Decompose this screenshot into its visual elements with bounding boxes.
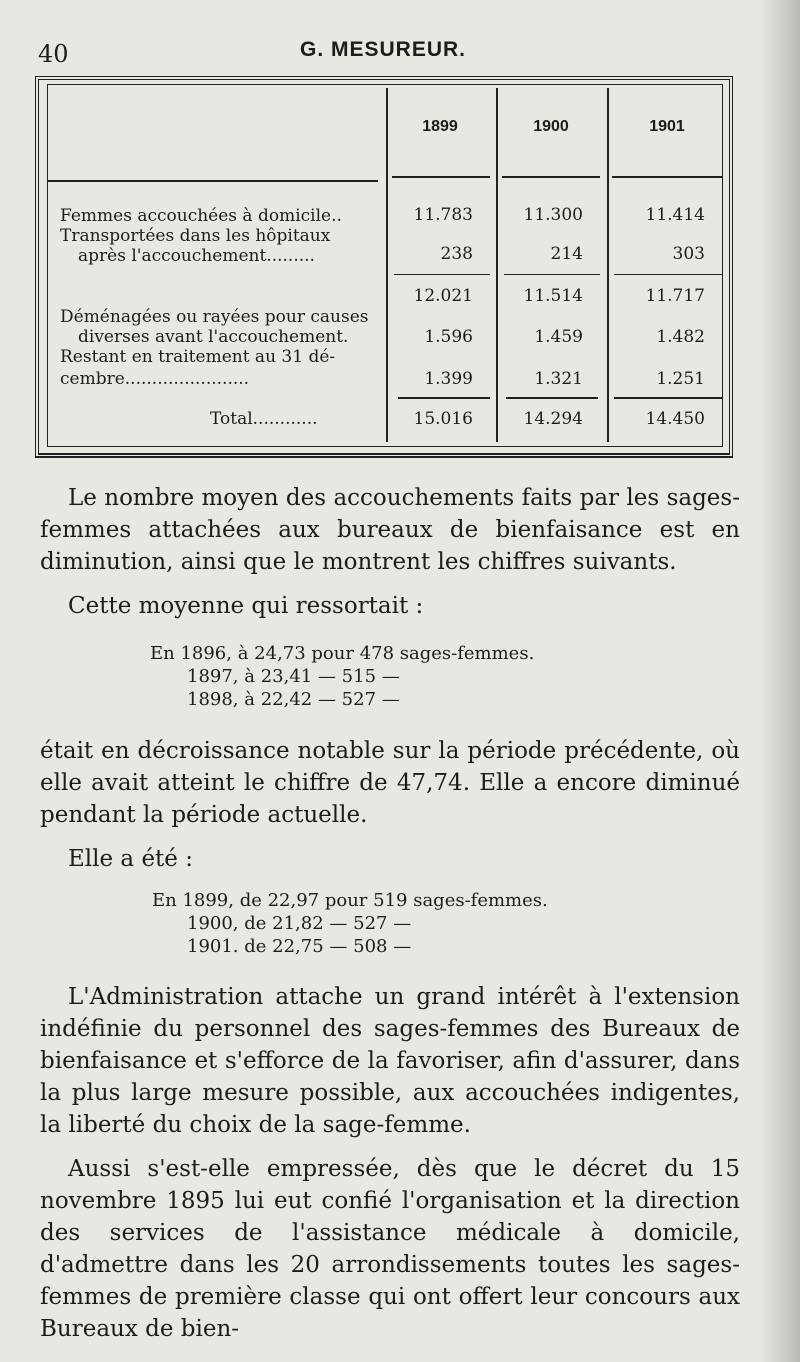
paragraph [40, 590, 740, 622]
table-cell: 303 [672, 244, 705, 264]
header-rule [502, 176, 600, 178]
stat-line: En 1896, à 24,73 pour 478 sages-femmes. [150, 643, 535, 664]
total-rule [614, 397, 722, 399]
year-header-1899: 1899 [422, 118, 458, 135]
table-cell: 11.300 [523, 205, 583, 225]
page-gutter-shadow [760, 0, 800, 1362]
row-label: après l'accouchement......... [78, 246, 315, 266]
total-rule [506, 397, 598, 399]
paragraph-text: Le nombre moyen des accouchements faits par les sages-femmes attachées aux bureaux de bienfaisance est en diminution, ainsi que le montrent les chiffres suivants. [40, 485, 740, 575]
total-label: Total............ [210, 409, 318, 429]
paragraph [40, 981, 740, 1141]
header-rule [392, 176, 490, 178]
stat-line: 1897, à 23,41 — 515 — [187, 666, 400, 687]
paragraph [40, 843, 740, 875]
table-cell: 11.717 [645, 286, 705, 306]
table-cell: 1.459 [534, 327, 583, 347]
stat-line: 1901. de 22,75 — 508 — [187, 936, 412, 957]
paragraph [40, 482, 740, 578]
table-cell: 1.596 [424, 327, 473, 347]
table-cell: 11.414 [645, 205, 705, 225]
table-cell: 1.321 [534, 369, 583, 389]
subtotal-rule [614, 274, 722, 275]
row-label: Femmes accouchées à domicile.. [60, 206, 342, 226]
paragraph [40, 1153, 740, 1345]
header-rule [48, 180, 378, 182]
paragraph-text: L'Administration attache un grand intérêt à l'extension indéfinie du personnel des sages-femmes des Bureaux de bienfaisance et s'efforce de la favoriser, afin d'assurer, dans la plus large mesure possible, aux accouchées indigentes, la liberté du choix de la sage-femme. [40, 984, 740, 1138]
row-label: Restant en traitement au 31 dé- [60, 347, 336, 367]
year-header-1901: 1901 [649, 118, 685, 135]
stat-line: 1898, à 22,42 — 527 — [187, 689, 400, 710]
year-header-1900: 1900 [533, 118, 569, 135]
table-cell: 15.016 [413, 409, 473, 429]
row-label: diverses avant l'accouchement. [78, 327, 349, 347]
subtotal-rule [504, 274, 600, 275]
paragraph-text: Cette moyenne qui ressortait : [68, 593, 424, 619]
table-cell: 11.514 [523, 286, 583, 306]
table-cell: 1.251 [656, 369, 705, 389]
table-cell: 238 [440, 244, 473, 264]
total-rule [398, 397, 490, 399]
row-label: Transportées dans les hôpitaux [60, 226, 331, 246]
row-label: cembre....................... [60, 369, 250, 389]
table-cell: 14.294 [523, 409, 583, 429]
stat-line: 1900, de 21,82 — 527 — [187, 913, 412, 934]
subtotal-rule [394, 274, 490, 275]
column-rule [607, 88, 609, 442]
header-rule [612, 176, 722, 178]
row-label: Déménagées ou rayées pour causes [60, 307, 369, 327]
paragraph-text: Elle a été : [68, 846, 193, 872]
paragraph-text: Aussi s'est-elle empressée, dès que le décret du 15 novembre 1895 lui eut confié l'organisation et la direction des services de l'assistance médicale à domicile, d'admettre dans les 20 arrondissements toutes les sages-femmes de première classe qui ont offert leur concours aux Bureaux de bien- [40, 1156, 740, 1342]
page-number: 40 [38, 40, 69, 68]
table-cell: 1.399 [424, 369, 473, 389]
table-cell: 12.021 [413, 286, 473, 306]
table-cell: 14.450 [645, 409, 705, 429]
running-title: G. MESUREUR. [300, 38, 467, 61]
table-cell: 11.783 [413, 205, 473, 225]
paragraph-text: était en décroissance notable sur la période précédente, où elle avait atteint le chiffre de 47,74. Elle a encore diminué pendant la période actuelle. [40, 738, 740, 828]
table-cell: 214 [550, 244, 583, 264]
table-cell: 1.482 [656, 327, 705, 347]
stat-line: En 1899, de 22,97 pour 519 sages-femmes. [152, 890, 548, 911]
paragraph [40, 735, 740, 831]
